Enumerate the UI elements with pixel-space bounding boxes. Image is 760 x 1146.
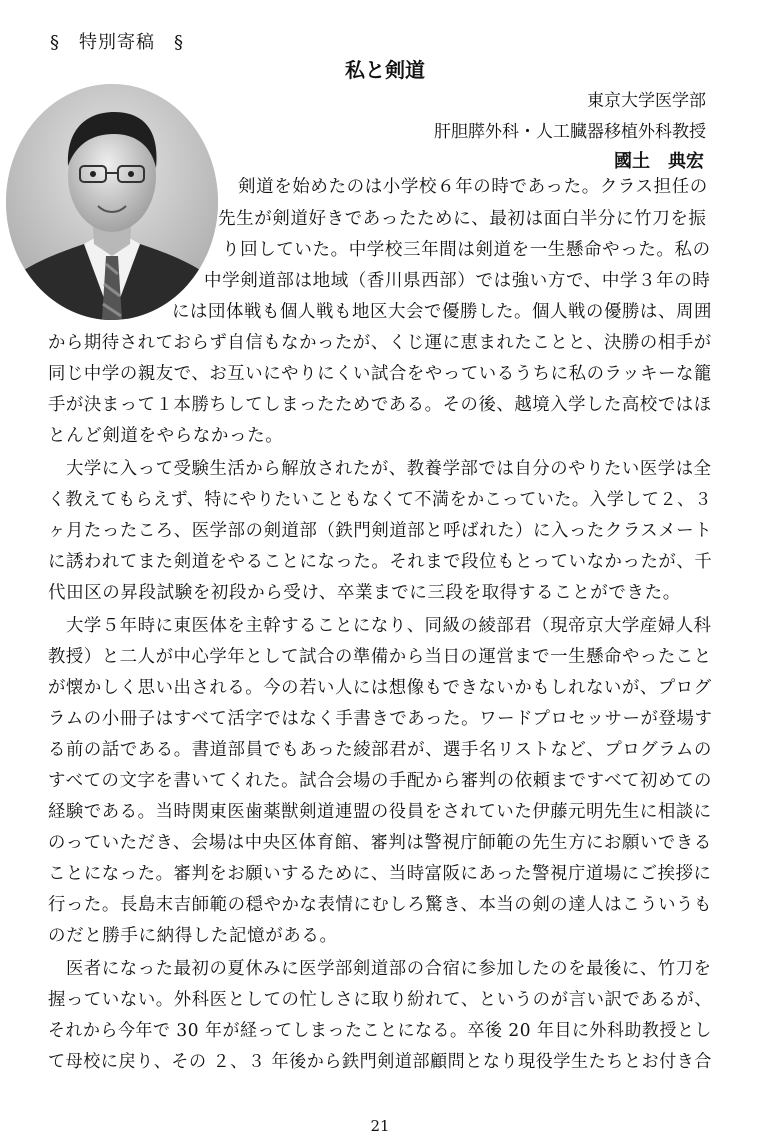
body-line: に誘われてまた剣道をやることになった。それまで段位もとっていなかったが、千 xyxy=(48,552,713,572)
article-title: 私と剣道 xyxy=(345,58,425,82)
body-line: り回していた。中学校三年間は剣道を一生懸命やった。私の xyxy=(222,240,711,260)
body-line: から期待されておらず自信もなかったが、くじ運に恵まれたことと、決勝の相手が xyxy=(48,333,712,353)
body-line: て母校に戻り、その ２、３ 年後から鉄門剣道部顧問となり現役学生たちとお付き合 xyxy=(48,1052,713,1072)
body-line: には団体戦も個人戦も地区大会で優勝した。個人戦の優勝は、周囲 xyxy=(172,302,713,322)
body-line: ことになった。審判をお願いするために、当時富阪にあった警視庁道場にご挨拶に xyxy=(48,864,712,884)
body-line: 代田区の昇段試験を初段から受け、卒業までに三段を取得することができた。 xyxy=(48,583,681,603)
body-line: 中学剣道部は地域（香川県西部）では強い方で、中学３年の時 xyxy=(204,271,711,291)
body-line: 教授）と二人が中心学年として試合の準備から当日の運営まで一生懸命やったこと xyxy=(48,647,712,667)
body-line: のっていただき、会場は中央区体育館、審判は警視庁師範の先生方にお願いできる xyxy=(48,833,712,853)
body-line: ラムの小冊子はすべて活字ではなく手書きであった。ワードプロセッサーが登場す xyxy=(48,709,713,729)
body-line: が懐かしく思い出される。今の若い人には想像もできないかもしれないが、プログ xyxy=(48,678,712,698)
body-line: 剣道を始めたのは小学校６年の時であった。クラス担任の xyxy=(238,177,708,197)
body-line: 同じ中学の親友で、お互いにやりにくい試合をやっているうちに私のラッキーな籠 xyxy=(48,364,712,384)
body-line: すべての文字を書いてくれた。試合会場の手配から審判の依頼まですべて初めての xyxy=(48,771,712,791)
body-line: く教えてもらえず、特にやりたいこともなくて不満をかこっていた。入学して２、３ xyxy=(48,490,713,510)
body-line: 先生が剣道好きであったために、最初は面白半分に竹刀を振 xyxy=(218,209,707,229)
author-affiliation-department: 肝胆膵外科・人工臓器移植外科教授 xyxy=(434,122,706,142)
author-portrait-photo xyxy=(6,84,218,320)
body-line: 手が決まって１本勝ちしてしまったためである。その後、越境入学した高校ではほ xyxy=(48,395,712,415)
body-line: それから今年で 30 年が経ってしまったことになる。卒後 20 年目に外科助教授とし xyxy=(48,1021,712,1041)
body-line: のだと勝手に納得した記憶がある。 xyxy=(48,926,338,946)
author-affiliation-university: 東京大学医学部 xyxy=(587,91,706,111)
author-name: 國土 典宏 xyxy=(614,151,704,172)
body-line: 大学５年時に東医体を主幹することになり、同級の綾部君（現帝京大学産婦人科 xyxy=(66,616,712,636)
body-line: 大学に入って受験生活から解放されたが、教養学部では自分のやりたい医学は全 xyxy=(66,459,712,479)
body-line: ヶ月たったころ、医学部の剣道部（鉄門剣道部と呼ばれた）に入ったクラスメート xyxy=(48,521,713,541)
portrait-illustration xyxy=(6,84,218,320)
page-number: 21 xyxy=(370,1117,390,1135)
body-line: る前の話である。書道部員でもあった綾部君が、選手名リストなど、プログラムの xyxy=(48,740,712,760)
body-line: 行った。長島末吉師範の穏やかな表情にむしろ驚き、本当の剣の達人はこういうも xyxy=(48,895,712,915)
body-line: 経験である。当時関東医歯薬獣剣道連盟の役員をされていた伊藤元明先生に相談に xyxy=(48,802,712,822)
section-label: § 特別寄稿 § xyxy=(50,32,184,53)
body-line: とんど剣道をやらなかった。 xyxy=(48,426,284,446)
body-line: 医者になった最初の夏休みに医学部剣道部の合宿に参加したのを最後に、竹刀を xyxy=(66,959,712,979)
body-line: 握っていない。外科医としての忙しさに取り紛れて、というのが言い訳であるが、 xyxy=(48,990,713,1010)
